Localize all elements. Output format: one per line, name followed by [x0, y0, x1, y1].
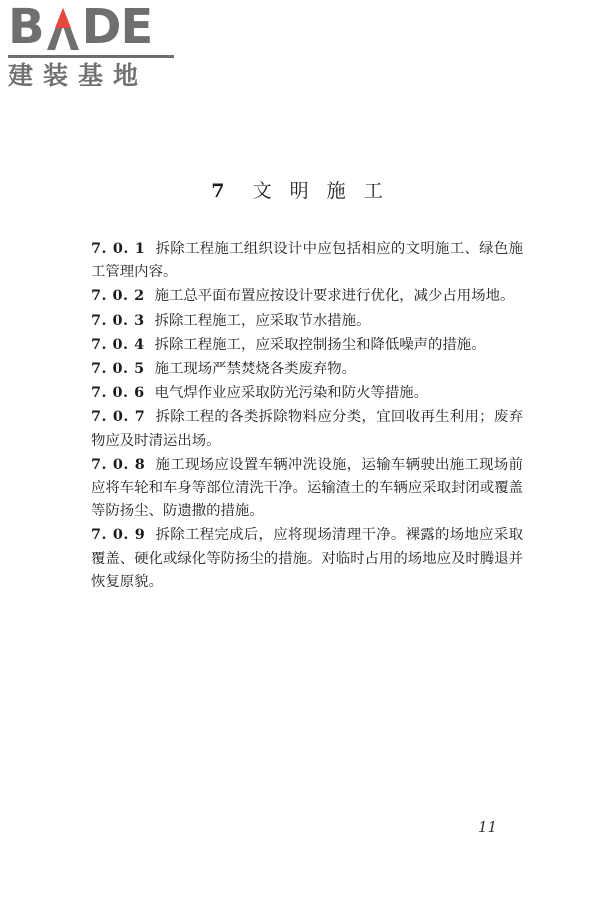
logo-accent-a-icon	[45, 6, 81, 50]
logo-letter-b: B	[8, 0, 44, 55]
clause-number: 7. 0. 5	[91, 360, 145, 378]
chapter-heading	[0, 178, 600, 204]
bade-logo	[8, 0, 178, 92]
clause-number: 7. 0. 1	[91, 240, 146, 257]
clause-item	[91, 405, 523, 452]
clause-text: 拆除工程施工组织设计中应包括相应的文明施工、绿色施工管理内容。	[91, 241, 523, 281]
clause-number: 7. 0. 4	[91, 335, 145, 353]
chapter-title: 文 明 施 工	[252, 180, 389, 202]
clause-item	[91, 453, 523, 524]
clause-number: 7. 0. 7	[91, 408, 146, 426]
clause-item	[91, 333, 523, 357]
logo-subtitle: 建装基地	[8, 61, 149, 90]
clause-number: 7. 0. 2	[91, 287, 145, 305]
clause-item	[91, 309, 523, 333]
logo-letters-de: DE	[81, 0, 153, 55]
clause-item	[91, 357, 523, 381]
chapter-number: 7	[211, 180, 231, 202]
clause-text: 施工总平面布置应按设计要求进行优化，减少占用场地。	[154, 288, 515, 305]
clause-number: 7. 0. 8	[91, 455, 146, 473]
page-number: 11	[478, 818, 498, 836]
clause-item	[91, 284, 523, 308]
clause-text: 电气焊作业应采取防光污染和防火等措施。	[154, 385, 429, 402]
clause-number: 7. 0. 9	[91, 526, 146, 544]
clause-text: 拆除工程完成后，应将现场清理干净。裸露的场地应采取覆盖、硬化或绿化等防扬尘的措施。对临时占用的场地应及时腾退并恢复原貌。	[91, 527, 523, 590]
clause-number: 7. 0. 6	[91, 384, 145, 402]
clause-item	[91, 237, 523, 284]
clause-text: 施工现场应设置车辆冲洗设施，运输车辆驶出施工现场前应将车轮和车身等部位清洗干净。运输渣土的车辆应采取封闭或覆盖等防扬尘、防遗撒的措施。	[91, 456, 523, 520]
clause-text: 拆除工程的各类拆除物料应分类，宜回收再生利用；废弃物应及时清运出场。	[91, 409, 523, 449]
clause-item	[91, 523, 523, 594]
clause-item	[91, 381, 523, 405]
logo-divider	[8, 55, 174, 58]
logo-wordmark	[8, 0, 153, 55]
clause-list	[91, 237, 523, 594]
clause-text: 拆除工程施工，应采取控制扬尘和降低噪声的措施。	[154, 336, 486, 353]
clause-number: 7. 0. 3	[91, 311, 145, 329]
clause-text: 施工现场严禁焚烧各类废弃物。	[154, 361, 357, 378]
clause-text: 拆除工程施工，应采取节水措施。	[154, 312, 371, 329]
